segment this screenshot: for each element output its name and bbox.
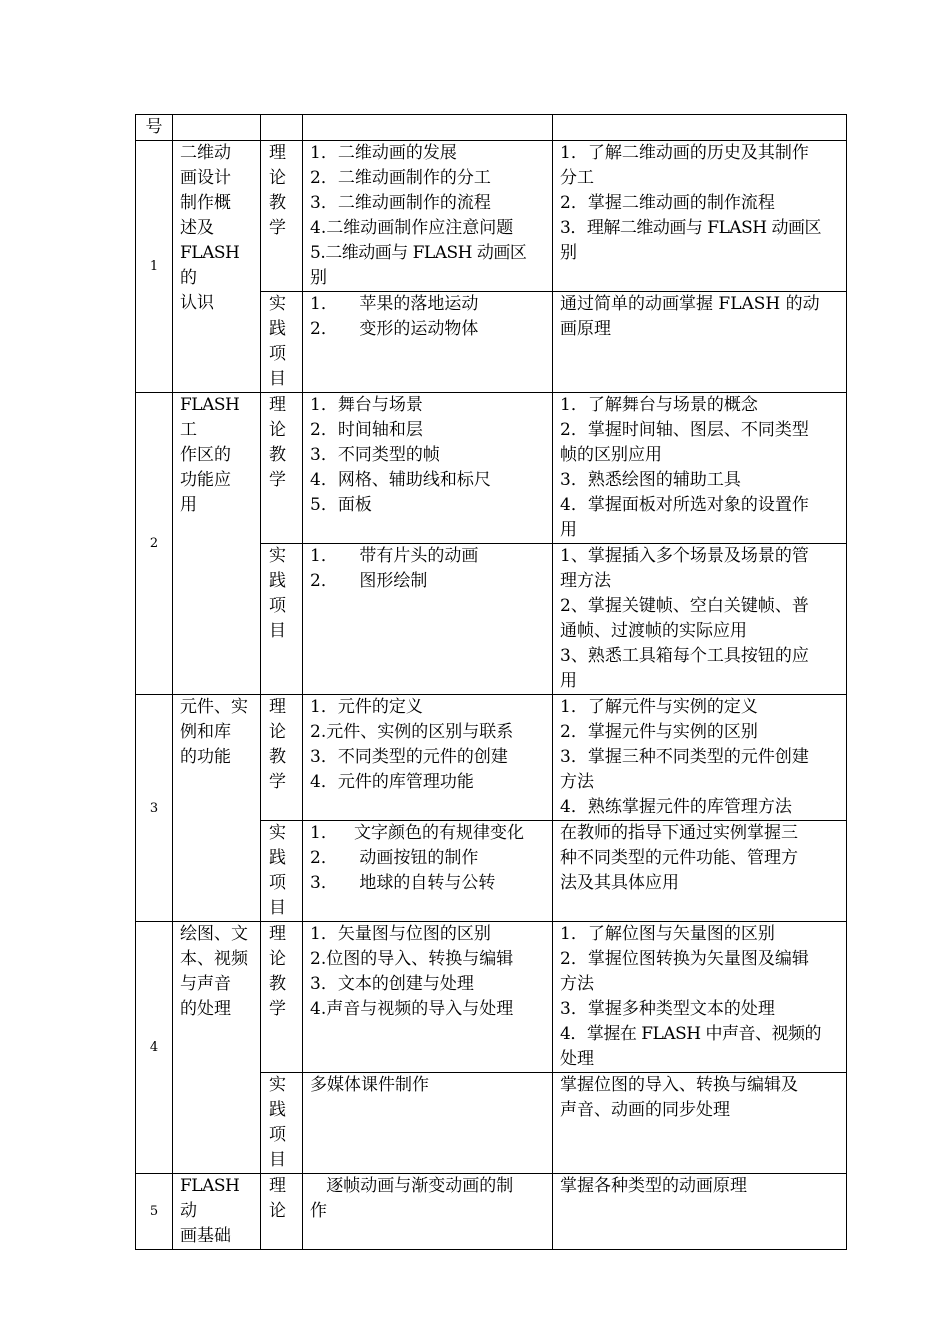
goal-line: 用 [560,520,577,540]
goal-line: 掌握各种类型的动画原理 [560,1176,747,1196]
topic-cell [173,141,261,393]
content-line: 1． 文字颜色的有规律变化 [310,823,525,843]
content-cell [303,544,553,695]
content-line: 5.二维动画与 FLASH 动画区 [310,243,527,263]
topic-line: 作区的 [180,445,231,465]
topic-line: 制作概 [180,193,231,213]
topic-line: 元件、实 [180,697,248,717]
goal-line: 3．熟悉绘图的辅助工具 [560,470,741,490]
topic-cell [173,922,261,1174]
goal-cell [553,1174,847,1250]
goal-line: 在教师的指导下通过实例掌握三 [560,823,798,843]
topic-line: 绘图、文 [180,924,248,944]
content-cell [303,1174,553,1250]
type-char: 论 [269,168,286,188]
type-char: 论 [269,722,286,742]
goal-line: 分工 [560,168,594,188]
type-cell [261,695,303,821]
goal-line: 法及其具体应用 [560,873,679,893]
topic-cell [173,393,261,695]
topic-cell [173,695,261,922]
goal-line: 1．了解舞台与场景的概念 [560,395,758,415]
goal-cell [553,292,847,393]
type-char: 理 [269,395,286,415]
content-line: 多媒体课件制作 [310,1075,429,1095]
content-line: 逐帧动画与渐变动画的制 [310,1176,514,1196]
goal-line: 4．掌握面板对所选对象的设置作 [560,495,809,515]
topic-line: 的处理 [180,999,231,1019]
topic-line: 述及 [180,218,214,238]
type-cell [261,544,303,695]
goal-line: 理方法 [560,571,611,591]
goal-line: 用 [560,671,577,691]
content-line: 2． 变形的运动物体 [310,319,479,339]
goal-line: 处理 [560,1049,594,1069]
type-char: 学 [269,999,286,1019]
type-cell [261,393,303,544]
content-cell [303,821,553,922]
header-num-cell: 号 [136,115,173,141]
type-char: 论 [269,420,286,440]
topic-line: 用 [180,495,197,515]
header-content-cell [303,115,553,141]
type-char: 目 [269,621,286,641]
header-type-cell [261,115,303,141]
content-line: 3． 地球的自转与公转 [310,873,496,893]
type-char: 实 [269,1075,286,1095]
type-char: 项 [269,596,286,616]
goal-line: 帧的区别应用 [560,445,662,465]
type-char: 理 [269,143,286,163]
content-line: 3．二维动画制作的流程 [310,193,491,213]
row-number: 2 [136,393,173,695]
type-char: 践 [269,1100,286,1120]
type-char: 理 [269,697,286,717]
content-line: 3．文本的创建与处理 [310,974,474,994]
content-line: 4.声音与视频的导入与处理 [310,999,514,1019]
goal-line: 方法 [560,974,594,994]
table-row [136,1174,847,1250]
row-number: 3 [136,695,173,922]
topic-line: FLASH 工 [180,395,245,440]
goal-line: 声音、动画的同步处理 [560,1100,730,1120]
type-char: 教 [269,445,286,465]
goal-line: 4．熟练掌握元件的库管理方法 [560,797,792,817]
content-line: 1． 带有片头的动画 [310,546,479,566]
content-line: 2.位图的导入、转换与编辑 [310,949,514,969]
goal-line: 2．掌握位图转换为矢量图及编辑 [560,949,809,969]
content-cell [303,292,553,393]
goal-line: 2．掌握二维动画的制作流程 [560,193,775,213]
type-char: 目 [269,369,286,389]
content-cell [303,141,553,292]
topic-line: 本、视频 [180,949,248,969]
course-syllabus-table [135,114,847,1250]
goal-line: 2、掌握关键帧、空白关键帧、普 [560,596,809,616]
type-char: 项 [269,1125,286,1145]
goal-line: 1．了解位图与矢量图的区别 [560,924,775,944]
goal-line: 1、掌握插入多个场景及场景的管 [560,546,809,566]
goal-line: 2．掌握元件与实例的区别 [560,722,758,742]
header-goal-cell [553,115,847,141]
goal-cell [553,695,847,821]
goal-line: 3．理解二维动画与 FLASH 动画区 [560,218,821,238]
type-char: 论 [269,1201,286,1221]
content-line: 1．舞台与场景 [310,395,423,415]
type-char: 践 [269,848,286,868]
goal-cell [553,141,847,292]
type-char: 目 [269,898,286,918]
topic-line: 画基础 [180,1226,231,1246]
goal-line: 3．掌握三种不同类型的元件创建 [560,747,809,767]
content-line: 4.二维动画制作应注意问题 [310,218,514,238]
content-line: 1．元件的定义 [310,697,423,717]
goal-line: 1．了解二维动画的历史及其制作 [560,143,809,163]
table-row [136,922,847,1073]
goal-line: 种不同类型的元件功能、管理方 [560,848,798,868]
goal-line: 4．掌握在 FLASH 中声音、视频的 [560,1024,821,1044]
topic-cell [173,1174,261,1250]
header-topic-cell [173,115,261,141]
type-char: 教 [269,974,286,994]
topic-line: FLASH 的 [180,243,245,288]
table-row [136,141,847,292]
content-line: 4．元件的库管理功能 [310,772,474,792]
type-char: 项 [269,344,286,364]
type-cell [261,1073,303,1174]
content-line: 别 [310,268,327,288]
type-char: 目 [269,1150,286,1170]
content-line: 1．二维动画的发展 [310,143,457,163]
topic-line: 二维动 [180,143,231,163]
row-number: 4 [136,922,173,1174]
goal-cell [553,393,847,544]
goal-line: 掌握位图的导入、转换与编辑及 [560,1075,798,1095]
content-line: 1． 苹果的落地运动 [310,294,479,314]
goal-line: 3．掌握多种类型文本的处理 [560,999,775,1019]
topic-line: 认识 [180,293,214,313]
topic-line: 例和库 [180,722,231,742]
goal-line: 通过简单的动画掌握 FLASH 的动 [560,294,820,314]
row-number: 1 [136,141,173,393]
goal-cell [553,922,847,1073]
content-line: 2． 动画按钮的制作 [310,848,479,868]
type-char: 理 [269,924,286,944]
table-row [136,695,847,821]
content-cell [303,1073,553,1174]
content-line: 3．不同类型的元件的创建 [310,747,508,767]
content-line: 3．不同类型的帧 [310,445,440,465]
topic-line: 画设计 [180,168,231,188]
type-cell [261,292,303,393]
content-line: 作 [310,1201,327,1221]
type-char: 论 [269,949,286,969]
goal-line: 1．了解元件与实例的定义 [560,697,758,717]
content-line: 4．网格、辅助线和标尺 [310,470,491,490]
goal-line: 2．掌握时间轴、图层、不同类型 [560,420,809,440]
goal-line: 3、熟悉工具箱每个工具按钮的应 [560,646,809,666]
type-char: 践 [269,571,286,591]
type-char: 学 [269,218,286,238]
goal-cell [553,544,847,695]
header-row [136,115,847,141]
topic-line: 与声音 [180,974,231,994]
content-line: 2．二维动画制作的分工 [310,168,491,188]
content-cell [303,922,553,1073]
type-char: 践 [269,319,286,339]
type-char: 实 [269,823,286,843]
type-cell [261,922,303,1073]
type-char: 理 [269,1176,286,1196]
goal-cell [553,821,847,922]
goal-line: 方法 [560,772,594,792]
topic-line: 的功能 [180,747,231,767]
type-cell [261,1174,303,1250]
topic-line: FLASH 动 [180,1176,245,1221]
goal-cell [553,1073,847,1174]
type-cell [261,821,303,922]
content-line: 2．时间轴和层 [310,420,423,440]
content-line: 1．矢量图与位图的区别 [310,924,491,944]
type-char: 学 [269,470,286,490]
content-line: 2． 图形绘制 [310,571,428,591]
goal-line: 别 [560,243,577,263]
content-cell [303,393,553,544]
table-row [136,393,847,544]
type-char: 实 [269,546,286,566]
content-cell [303,695,553,821]
type-char: 实 [269,294,286,314]
type-char: 学 [269,772,286,792]
type-char: 项 [269,873,286,893]
type-cell [261,141,303,292]
goal-line: 通帧、过渡帧的实际应用 [560,621,747,641]
topic-line: 功能应 [180,470,231,490]
content-line: 2.元件、实例的区别与联系 [310,722,514,742]
content-line: 5．面板 [310,495,372,515]
row-number: 5 [136,1174,173,1250]
type-char: 教 [269,747,286,767]
goal-line: 画原理 [560,319,611,339]
type-char: 教 [269,193,286,213]
